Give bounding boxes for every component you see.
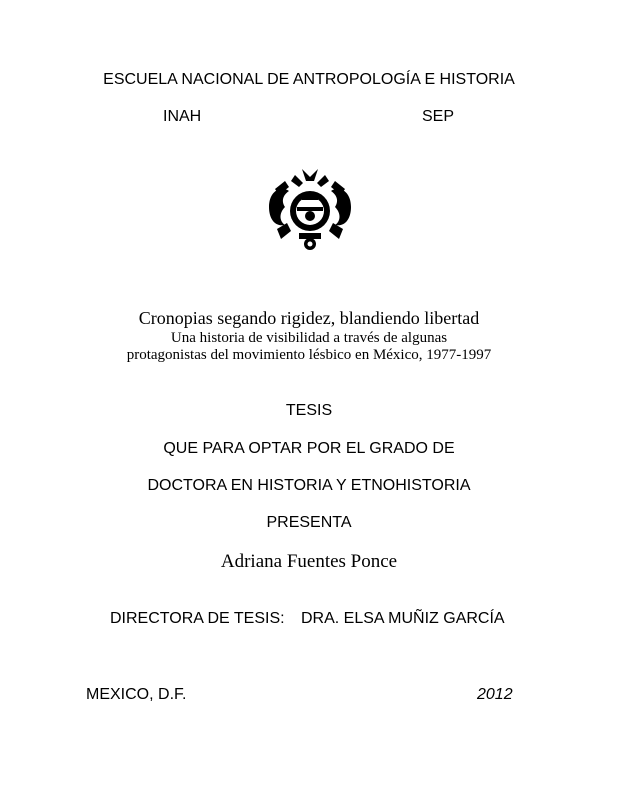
- presents-label: PRESENTA: [266, 514, 352, 531]
- institution-name: ESCUELA NACIONAL DE ANTROPOLOGÍA E HISTORIA: [103, 71, 515, 88]
- author-name: Adriana Fuentes Ponce: [220, 551, 398, 572]
- thesis-title: Cronopias segando rigidez, blandiendo libertad: [138, 308, 480, 328]
- org-sep: SEP: [422, 108, 455, 125]
- director-label: DIRECTORA DE TESIS:: [110, 610, 285, 627]
- thesis-subtitle-line-1: Una historia de visibilidad a través de algunas: [170, 330, 448, 346]
- org-inah: INAH: [163, 108, 202, 125]
- place: MEXICO, D.F.: [86, 686, 187, 703]
- thesis-type: TESIS: [285, 402, 333, 419]
- director-name: DRA. ELSA MUÑIZ GARCÍA: [301, 610, 505, 627]
- degree-purpose-line-1: QUE PARA OPTAR POR EL GRADO DE: [163, 440, 455, 457]
- thesis-subtitle-line-2: protagonistas del movimiento lésbico en México, 1977-1997: [126, 347, 492, 363]
- year: 2012: [477, 686, 513, 703]
- degree-purpose-line-2: DOCTORA EN HISTORIA Y ETNOHISTORIA: [147, 477, 471, 494]
- aztec-glyph-emblem-icon: [265, 167, 355, 251]
